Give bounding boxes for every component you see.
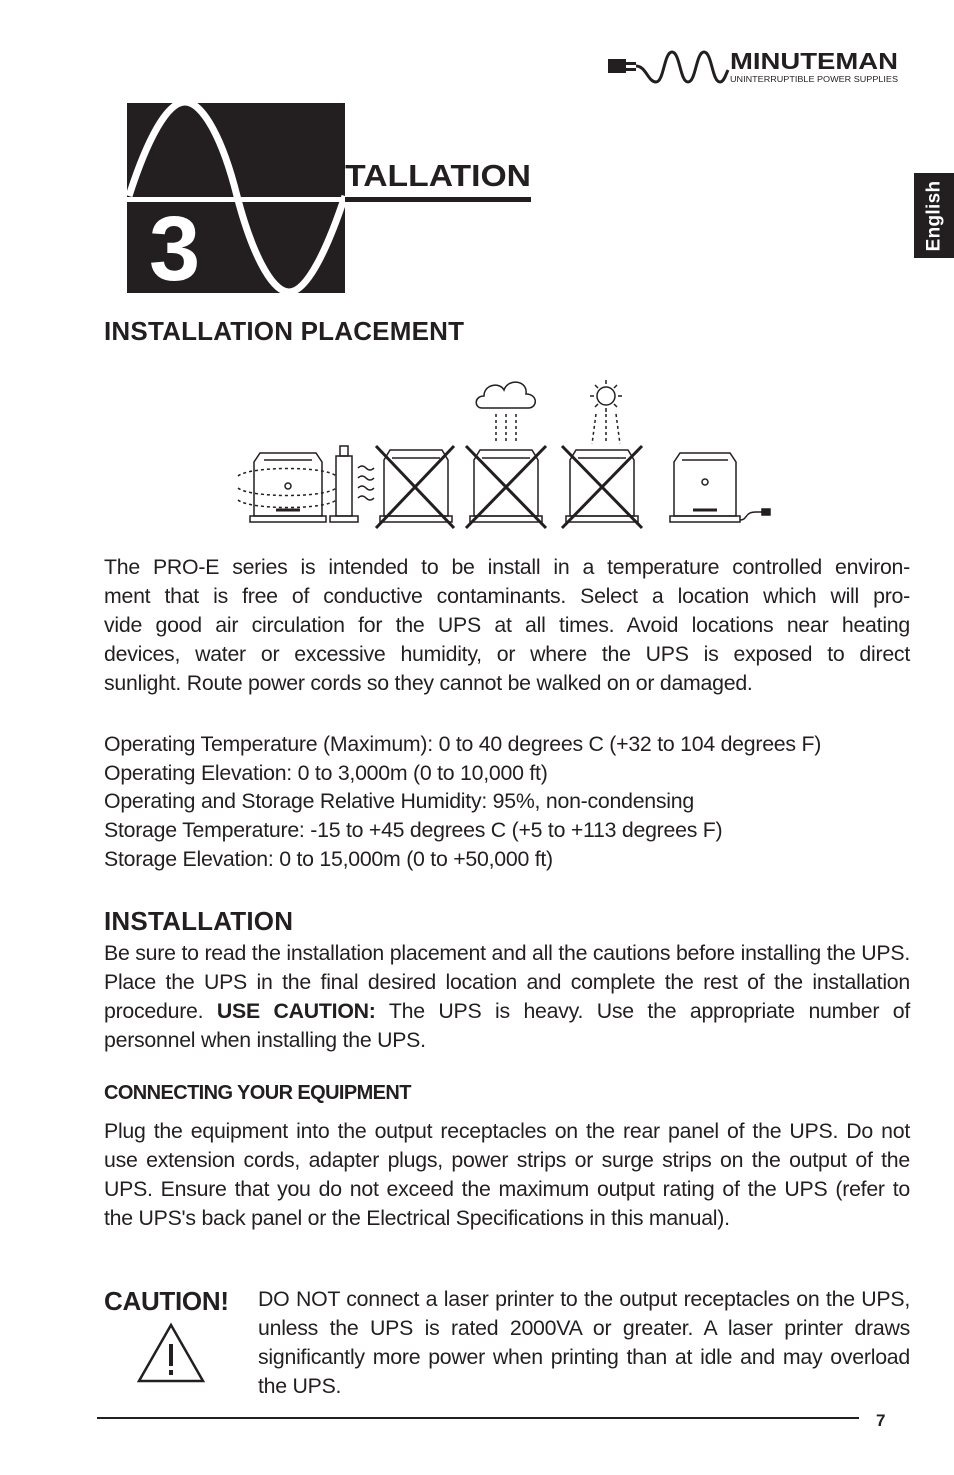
connecting-paragraph: Plug the equipment into the output receptacles on the rear panel of the UPS. Do not use extension cords, adapter plugs, power strips or surge strips on the output of the UPS. Ensure that you do not exceed the maximum output rating of the UPS (refer to the UPS's back panel or the Electrical Specifications in this manual). bbox=[104, 1119, 910, 1230]
environment-specs bbox=[104, 730, 821, 874]
page-number: 7 bbox=[876, 1411, 886, 1430]
use-caution-emphasis: USE CAUTION: bbox=[216, 999, 376, 1023]
language-tab bbox=[914, 173, 954, 258]
placement-paragraph-line-1: The PRO-E series is intended to be install in a temperature controlled environ- bbox=[104, 555, 910, 579]
ups-unit-icon bbox=[670, 453, 740, 522]
sun-icon bbox=[590, 380, 622, 412]
spec-storage-elevation: Storage Elevation: 0 to 15,000m (0 to +50,000 ft) bbox=[104, 846, 553, 871]
spec-storage-temperature: Storage Temperature: -15 to +45 degrees C (+5 to +113 degrees F) bbox=[104, 818, 723, 843]
spec-operating-elevation: Operating Elevation: 0 to 3,000m (0 to 10,000 ft) bbox=[104, 760, 548, 785]
chapter-title: INSTALLATION bbox=[289, 158, 531, 193]
installation-text-after: The UPS is heavy. Use the appropriate number of personnel when installing the UPS. bbox=[104, 999, 911, 1052]
ups-unit-icon bbox=[250, 453, 326, 522]
caution-text: DO NOT connect a laser printer to the output receptacles on the UPS, unless the UPS is rated 2000VA or greater. A laser printer draws significantly more power when printing than at idle and may overload the UPS. bbox=[258, 1287, 910, 1398]
power-plug-icon bbox=[740, 512, 764, 520]
placement-paragraph-line-3: vide good air circulation for the UPS at all times. Avoid locations near heating bbox=[104, 613, 910, 637]
connecting-heading: CONNECTING YOUR EQUIPMENT bbox=[104, 1082, 411, 1104]
caution-label: CAUTION! bbox=[104, 1286, 229, 1316]
placement-paragraph-line-5: sunlight. Route power cords so they cannot be walked on or damaged. bbox=[104, 671, 753, 695]
brand-tagline: UNINTERRUPTIBLE POWER SUPPLIES bbox=[730, 75, 898, 84]
placement-heading: INSTALLATION PLACEMENT bbox=[104, 316, 465, 346]
chapter-header-graphic bbox=[127, 100, 537, 295]
minuteman-logo-icon bbox=[606, 44, 906, 88]
footer-rule bbox=[97, 1417, 859, 1419]
warning-triangle-icon bbox=[136, 1322, 206, 1384]
installation-paragraph bbox=[104, 939, 910, 1055]
chapter-number: 3 bbox=[149, 198, 201, 295]
spec-operating-temperature: Operating Temperature (Maximum): 0 to 40 degrees C (+32 to 104 degrees F) bbox=[104, 732, 822, 756]
installation-heading: INSTALLATION bbox=[104, 906, 294, 936]
spec-relative-humidity: Operating and Storage Relative Humidity: 95%, non-condensing bbox=[104, 789, 694, 814]
language-tab-label: English bbox=[923, 180, 944, 251]
cloud-icon bbox=[476, 382, 535, 408]
placement-paragraph-line-2: ment that is free of conductive contaminants. Select a location which will pro- bbox=[104, 584, 910, 608]
placement-paragraph-line-4: devices, water or excessive humidity, or where the UPS is exposed to direct bbox=[104, 642, 910, 666]
installation-text-before: Be sure to read the installation placement and all the cautions before installing the UPS. Place the UPS in the final desired location and complete the rest of the installation procedure. bbox=[104, 941, 910, 1023]
heater-icon bbox=[330, 446, 374, 522]
brand-name: MINUTEMAN bbox=[730, 48, 898, 74]
minuteman-logo bbox=[606, 44, 906, 88]
placement-figure bbox=[230, 376, 778, 532]
